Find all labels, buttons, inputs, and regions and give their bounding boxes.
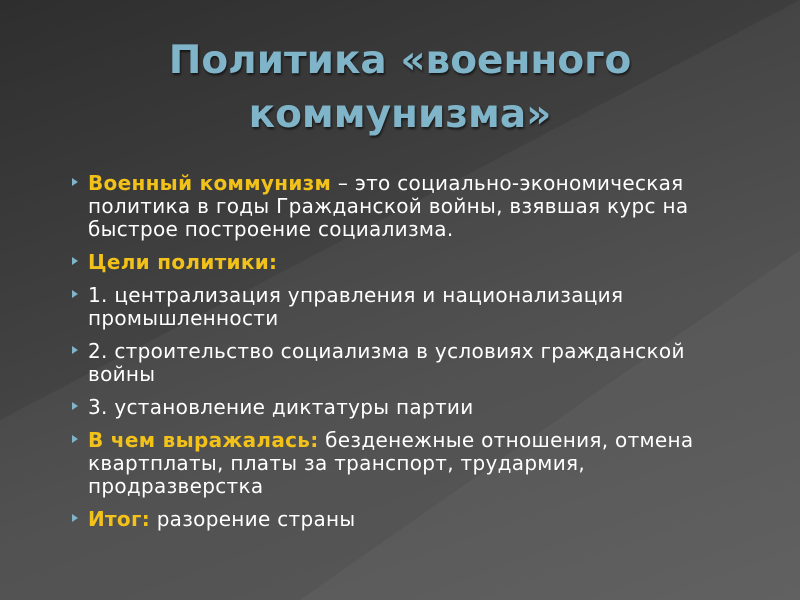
triangle-bullet-icon — [72, 514, 78, 522]
item-text: 1. централизация управления и национализация промышленности — [88, 283, 624, 330]
item-highlight: Итог: — [88, 507, 151, 531]
item-highlight: Военный коммунизм — [88, 171, 332, 195]
item-text: 3. установление диктатуры партии — [88, 395, 474, 419]
item-text: безденежные отношения, отмена квартплаты, платы за транспорт, трудармия, продразверстка — [88, 428, 694, 498]
triangle-bullet-icon — [72, 402, 78, 410]
item-text: 2. строительство социализма в условиях гражданской войны — [88, 339, 685, 386]
triangle-bullet-icon — [72, 290, 78, 298]
triangle-bullet-icon — [72, 346, 78, 354]
list-item — [72, 172, 752, 241]
list-item — [72, 340, 752, 386]
triangle-bullet-icon — [72, 257, 78, 265]
list-item — [72, 396, 752, 419]
list-item — [72, 284, 752, 330]
list-item — [72, 508, 752, 531]
item-highlight: Цели политики: — [88, 250, 278, 274]
title-line-2: коммунизма» — [248, 92, 552, 137]
item-text: разорение страны — [150, 507, 356, 531]
item-highlight: В чем выражалась: — [88, 428, 319, 452]
slide-title — [80, 34, 720, 142]
item-text: – это социально-экономическая политика в годы Гражданской войны, взявшая курс на быстрое построение социализма. — [88, 171, 689, 241]
title-line-1: Политика «военного — [168, 38, 632, 83]
list-item — [72, 251, 752, 274]
triangle-bullet-icon — [72, 178, 78, 186]
bullet-list — [72, 172, 752, 541]
triangle-bullet-icon — [72, 435, 78, 443]
list-item — [72, 429, 752, 498]
